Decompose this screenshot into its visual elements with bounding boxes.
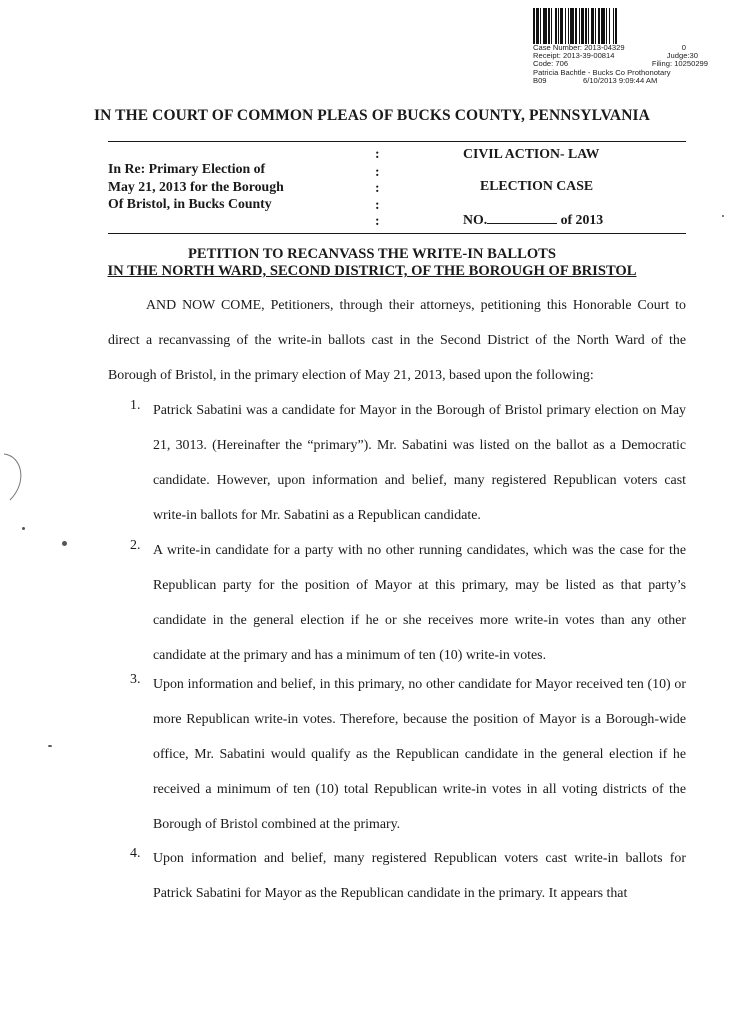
caption-colon: : [375,146,380,161]
item-paragraph: A write-in candidate for a party with no other running candidates, which was the case for the Republican party for the position of Mayor at this primary, may be listed as that party’s candidate in the general election if he or she receives more write-in votes than any other candidate at the primary and has a minimum of ten (10) write-in votes. [153,543,686,663]
action-type: CIVIL ACTION- LAW [463,146,600,161]
scan-speck [48,745,52,747]
item-number: 1. [130,398,141,413]
caption-line: Of Bristol, in Bucks County [108,196,272,211]
barcode [533,8,703,44]
caption-colon: : [375,197,380,212]
item-paragraph: Upon information and belief, in this primary, no other candidate for Mayor received ten (10) or more Republican write-in votes. Therefore, because the position of Mayor is a Borough-wide office, Mr. Sabatini would qualify as the Republican candidate in the general election if he received a minimum of ten (10) total Republican write-in votes in all voting districts of the Borough of Bristol combined at the primary. [153,677,686,832]
scan-speck [62,541,67,546]
case-number-blank [487,211,557,224]
caption-colon: : [375,164,380,179]
divider-bottom [108,233,686,234]
intro-paragraph: AND NOW COME, Petitioners, through their attorneys, petitioning this Honorable Court to direct a recanvassing of the write-in ballots cast in the Second District of the North Ward of the Borough of Bristol, in the primary election of May 21, 2013, based upon the following: [108,298,686,383]
item-paragraph: Patrick Sabatini was a candidate for Mayor in the Borough of Bristol primary election on May 21, 3013. (Hereinafter the “primary”). Mr. Sabatini was listed on the ballot as a Democratic candidate. However, upon information and belief, many registered Republican voters cast write-in ballots for Mr. Sabatini as a Republican candidate. [153,403,686,523]
scan-speck [22,527,25,530]
case-number-year: of 2013 [560,212,604,227]
item-paragraph: Upon information and belief, many registered Republican voters cast write-in ballots for Patrick Sabatini for Mayor as the Republican candidate in the primary. It appears that [153,851,686,901]
caption-line: In Re: Primary Election of [108,161,266,176]
petition-heading-line1: PETITION TO RECANVASS THE WRITE-IN BALLOTS [187,246,557,262]
stamp-receipt: Receipt: 2013-39-00814 [533,51,615,61]
stamp-code: Code: 706 [533,59,569,69]
case-number [463,211,603,228]
stamp-datetime: 6/10/2013 9:09:44 AM [583,75,658,85]
caption-colon: : [375,213,380,228]
court-title: IN THE COURT OF COMMON PLEAS OF BUCKS COUNTY, PENNSYLVANIA [94,107,650,124]
stamp-filing: Filing: 10250299 [651,59,708,69]
petition-heading-line2: IN THE NORTH WARD, SECOND DISTRICT, OF THE BOROUGH OF BRISTOL [107,263,637,279]
caption-left [108,160,284,213]
item-number: 2. [130,538,141,553]
case-type: ELECTION CASE [480,178,594,193]
stamp-case-suffix: 0 [681,43,686,52]
stamp-case-number: Case Number: 2013-04329 [533,43,625,52]
stamp-clerk: Patricia Bachtle - Bucks Co Prothonotary [533,67,671,77]
barcode-gap [617,8,619,44]
item-number: 3. [130,672,141,687]
case-number-label: NO. [463,212,488,227]
caption-colon: : [375,180,380,195]
stamp-judge: Judge:30 [666,51,698,61]
scan-mark [2,452,28,504]
scan-speck [722,215,724,217]
item-number: 4. [130,846,141,861]
filing-stamp [533,8,708,85]
stamp-station: B09 [533,75,547,85]
caption-line: May 21, 2013 for the Borough [108,178,284,194]
divider-top [108,141,686,142]
